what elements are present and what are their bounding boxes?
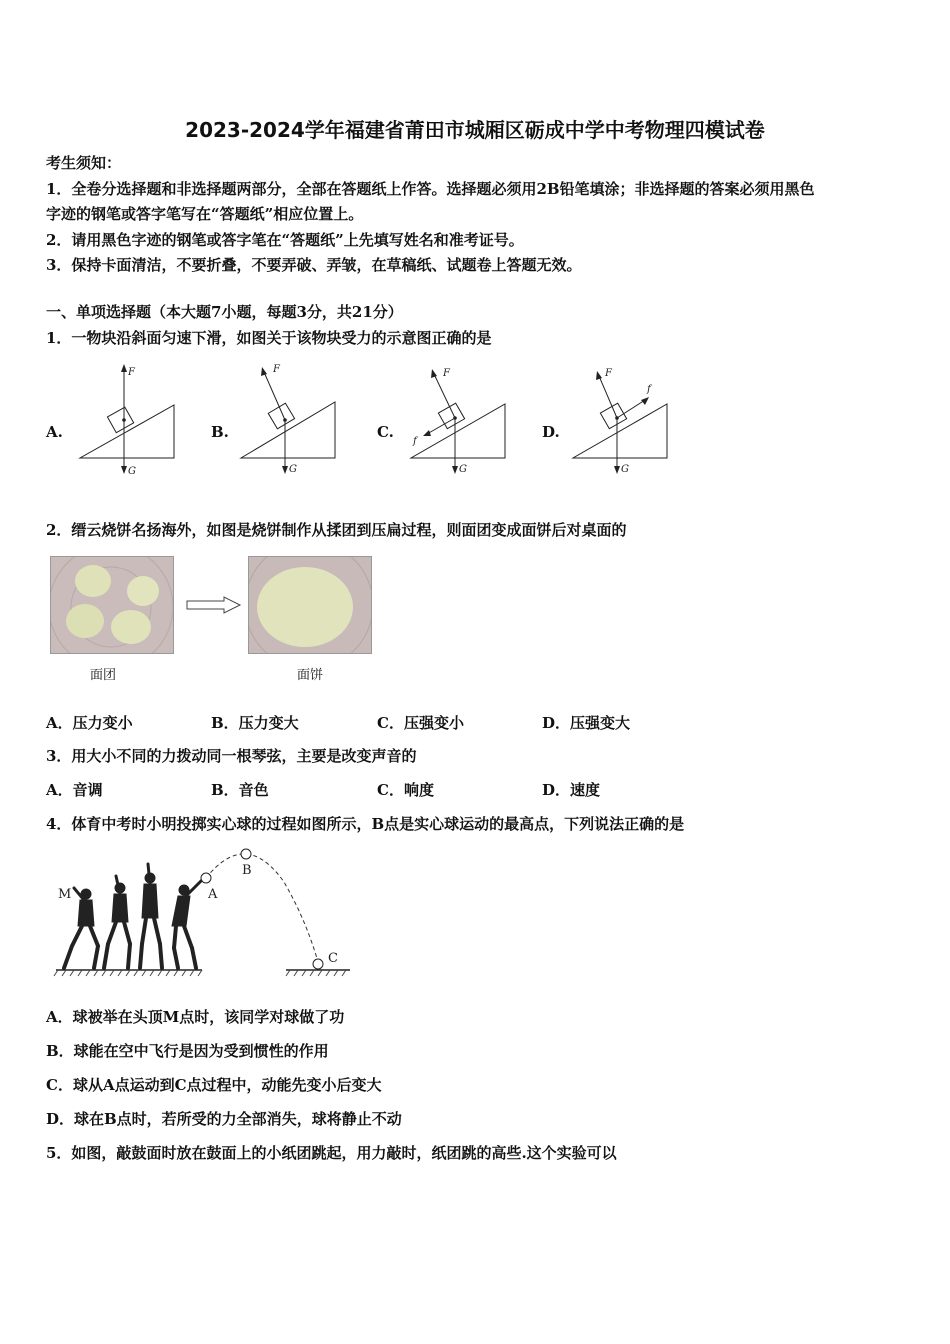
question-3-stem: 3．用大小不同的力拨动同一根琴弦，主要是改变声音的 (46, 747, 417, 765)
q1-diagram-d (565, 360, 685, 480)
caption-flat-dough: 面饼 (297, 668, 324, 683)
process-arrow-icon (186, 596, 242, 614)
dough-balls-image (50, 556, 174, 654)
q2-option-c: C．压强变小 (377, 714, 464, 732)
q1-diagram-b (235, 360, 355, 480)
notice-item-1-line-2: 字迹的钢笔或答字笔写在“答题纸”相应位置上。 (46, 205, 364, 223)
q3-option-c: C．响度 (377, 781, 434, 799)
q4-option-c: C．球从A点运动到C点过程中，动能先变小后变大 (46, 1076, 382, 1094)
point-label-c: C (328, 951, 338, 966)
flat-dough-image (248, 556, 372, 654)
q1-diagram-c (405, 360, 525, 480)
force-label-g: G (459, 464, 467, 475)
q1-option-d-label: D. (542, 423, 560, 441)
athlete-figure-4 (172, 880, 202, 968)
point-label-m: M (58, 887, 72, 902)
athlete-figure-2 (104, 876, 130, 968)
question-1-stem: 1．一物块沿斜面匀速下滑，如图关于该物块受力的示意图正确的是 (46, 329, 492, 347)
page-title: 2023-2024学年福建省莆田市城厢区砺成中学中考物理四模试卷 (185, 118, 765, 142)
notice-item-3: 3．保持卡面清洁，不要折叠，不要弄破、弄皱，在草稿纸、试题卷上答题无效。 (46, 256, 582, 274)
question-4-stem: 4．体育中考时小明投掷实心球的过程如图所示，B点是实心球运动的最高点，下列说法正确的是 (46, 815, 685, 833)
caption-dough-ball: 面团 (90, 668, 117, 683)
q1-option-a-label: A. (46, 423, 63, 441)
q3-option-a: A．音调 (46, 781, 103, 799)
question-5-stem: 5．如图，敲鼓面时放在鼓面上的小纸团跳起，用力敲时，纸团跳的高些.这个实验可以 (46, 1144, 617, 1162)
section-heading: 一、单项选择题（本大题7小题，每题3分，共21分） (46, 303, 403, 321)
force-label-g: G (128, 466, 136, 477)
point-label-b: B (242, 863, 252, 878)
force-label-f: F (443, 368, 450, 379)
q4-option-d: D．球在B点时，若所受的力全部消失，球将静止不动 (46, 1110, 402, 1128)
notice-item-1-line-1: 1．全卷分选择题和非选择题两部分，全部在答题纸上作答。选择题必须用2B铅笔填涂；非选择题的答案必须用黑色 (46, 180, 815, 198)
athlete-figure-3 (140, 864, 162, 968)
notice-heading: 考生须知： (46, 154, 122, 172)
q2-option-b: B．压力变大 (211, 714, 299, 732)
q4-option-a: A．球被举在头顶M点时，该同学对球做了功 (46, 1008, 345, 1026)
q2-option-a: A．压力变小 (46, 714, 133, 732)
notice-item-2: 2．请用黑色字迹的钢笔或答字笔在“答题纸”上先填写姓名和准考证号。 (46, 231, 524, 249)
q1-diagram-a (70, 360, 190, 480)
force-label-g: G (621, 464, 629, 475)
force-label-f: F (273, 364, 280, 375)
force-label-friction: f (647, 384, 651, 395)
q3-option-d: D．速度 (542, 781, 601, 799)
force-label-g: G (289, 464, 297, 475)
shot-put-diagram (50, 842, 360, 982)
q1-option-c-label: C. (377, 423, 394, 441)
force-label-f: F (605, 368, 612, 379)
q3-option-b: B．音色 (211, 781, 269, 799)
q2-option-d: D．压强变大 (542, 714, 631, 732)
force-label-friction: f (413, 436, 417, 447)
question-2-stem: 2．缙云烧饼名扬海外，如图是烧饼制作从揉团到压扁过程，则面团变成面饼后对桌面的 (46, 521, 627, 539)
point-label-a: A (208, 887, 218, 902)
q4-option-b: B．球能在空中飞行是因为受到惯性的作用 (46, 1042, 329, 1060)
q1-option-b-label: B. (211, 423, 229, 441)
force-label-f: F (128, 367, 135, 378)
